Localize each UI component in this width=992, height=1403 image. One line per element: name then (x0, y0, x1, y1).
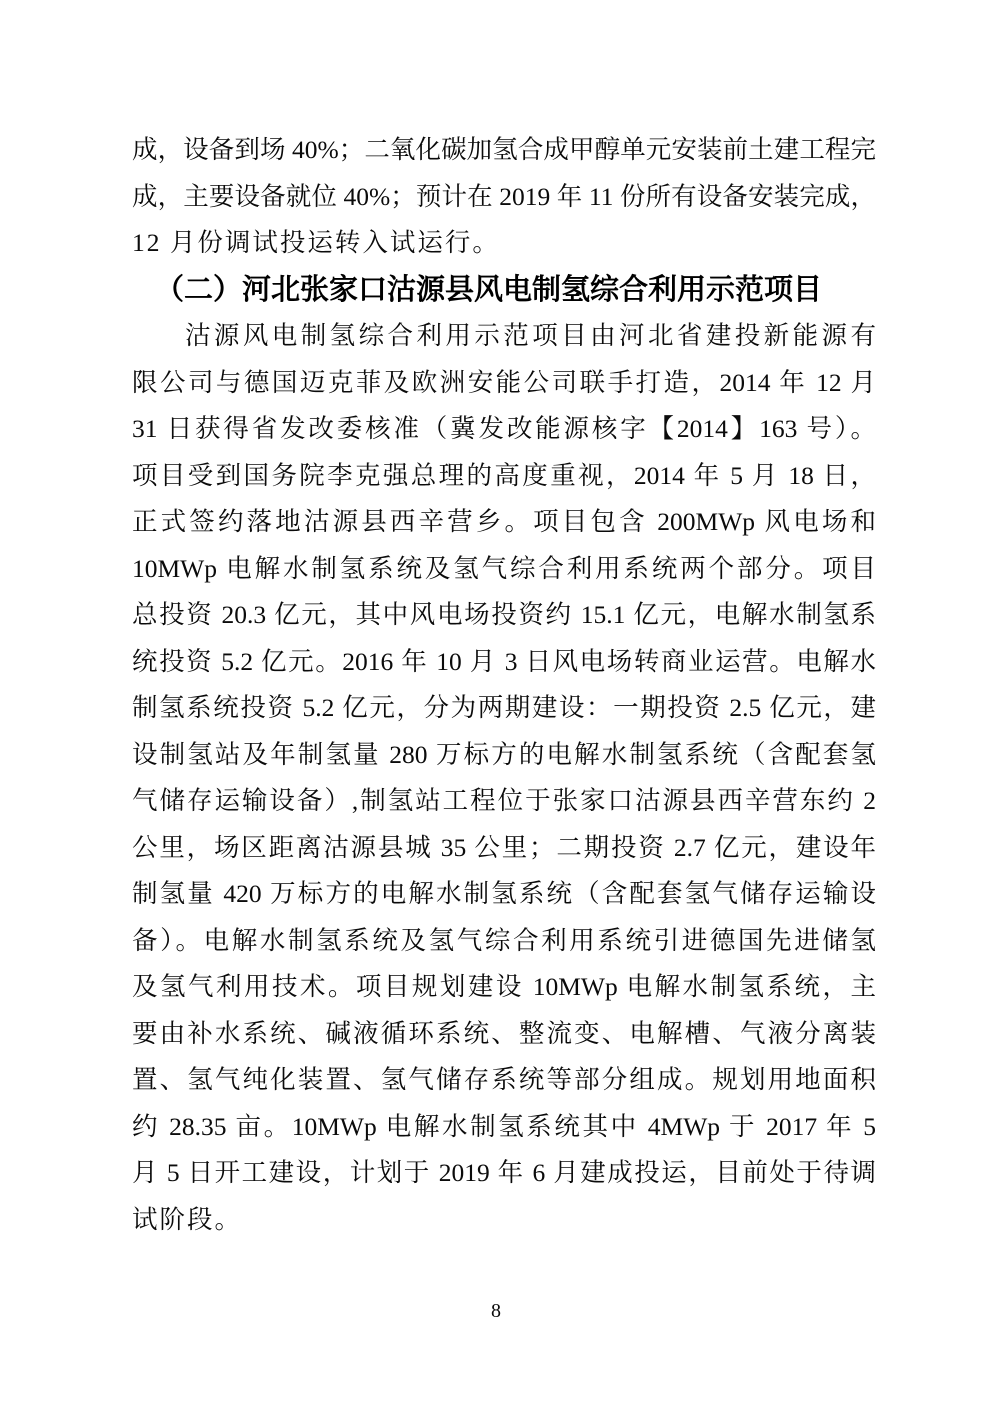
text-line: 正式签约落地沽源县西辛营乡。项目包含 200MWp 风电场和 (132, 507, 876, 536)
text-line: 10MWp 电解水制氢系统及氢气综合利用系统两个部分。项目 (132, 553, 876, 583)
text-line: 气储存运输设备）,制氢站工程位于张家口沽源县西辛营东约 2 (132, 786, 876, 815)
text-line: 月 5 日开工建设，计划于 2019 年 6 月建成投运，目前处于待调 (132, 1158, 876, 1187)
text-line: 设制氢站及年制氢量 280 万标方的电解水制氢系统（含配套氢 (132, 739, 876, 769)
text-line: 置、氢气纯化装置、氢气储存系统等部分组成。规划用地面积 (132, 1065, 876, 1094)
text-line: 12 月份调试投运转入试运行。 (132, 228, 500, 257)
text-line: 公里，场区距离沽源县城 35 公里；二期投资 2.7 亿元，建设年 (132, 832, 876, 862)
section-heading: （二）河北张家口沽源县风电制氢综合利用示范项目 (155, 273, 823, 306)
document-text-block (132, 127, 876, 1243)
text-line: 试阶段。 (132, 1204, 243, 1234)
text-line: 制氢系统投资 5.2 亿元，分为两期建设：一期投资 2.5 亿元，建 (132, 693, 876, 722)
text-line: 要由补水系统、碱液循环系统、整流变、电解槽、气液分离装 (132, 1018, 876, 1048)
text-line: 制氢量 420 万标方的电解水制氢系统（含配套氢气储存运输设 (132, 879, 876, 908)
text-line: 统投资 5.2 亿元。2016 年 10 月 3 日风电场转商业运营。电解水 (132, 646, 876, 676)
text-line: 沽源风电制氢综合利用示范项目由河北省建投新能源有 (185, 321, 876, 350)
page-number-label: 8 (491, 1300, 501, 1322)
text-line: 31 日获得省发改委核准（冀发改能源核字【2014】163 号）。 (132, 414, 876, 443)
text-line: 成，设备到场 40%；二氧化碳加氢合成甲醇单元安装前土建工程完 (132, 135, 876, 164)
text-line: 限公司与德国迈克菲及欧洲安能公司联手打造，2014 年 12 月 (132, 367, 876, 397)
text-line: 备）。电解水制氢系统及氢气综合利用系统引进德国先进储氢 (132, 925, 876, 955)
text-line: 成，主要设备就位 40%；预计在 2019 年 11 份所有设备安装完成， (132, 181, 876, 211)
text-line: 总投资 20.3 亿元，其中风电场投资约 15.1 亿元，电解水制氢系 (132, 600, 876, 629)
text-line: 项目受到国务院李克强总理的高度重视，2014 年 5 月 18 日， (132, 460, 876, 490)
text-line: 约 28.35 亩。10MWp 电解水制氢系统其中 4MWp 于 2017 年 5 (132, 1111, 876, 1141)
text-line: 及氢气利用技术。项目规划建设 10MWp 电解水制氢系统，主 (132, 972, 876, 1001)
